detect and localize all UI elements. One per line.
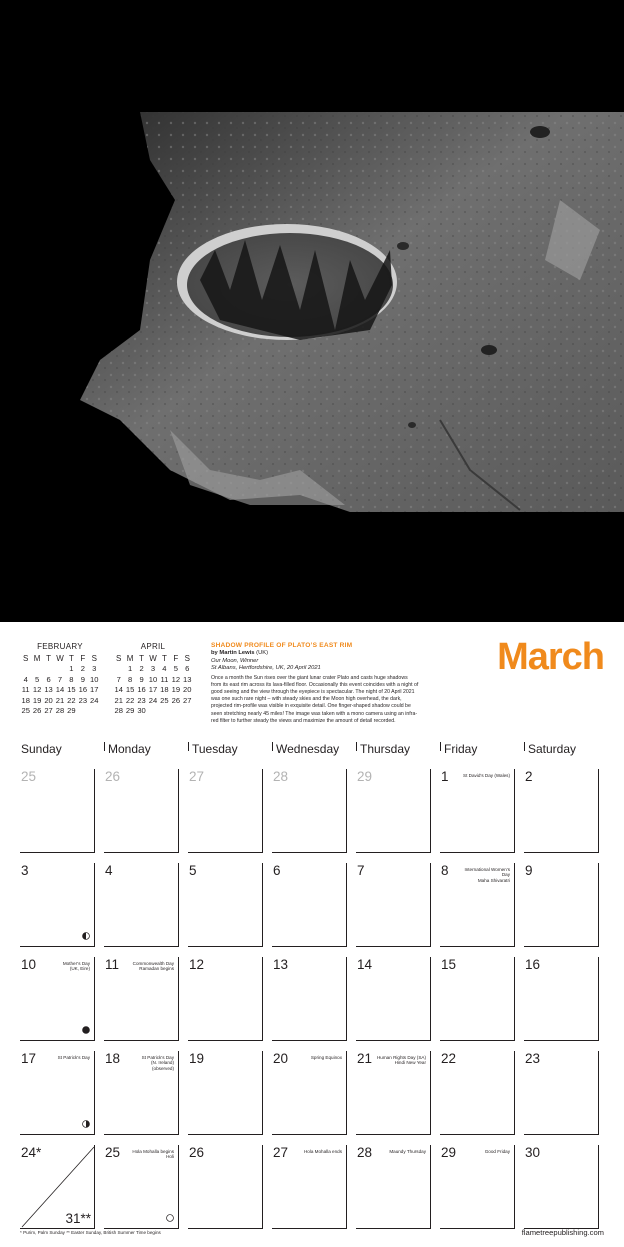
day-cell[interactable]: [104, 769, 179, 853]
new-moon-icon: [82, 1026, 90, 1034]
mini-day: 3: [150, 664, 156, 674]
day-number: 19: [189, 1051, 205, 1066]
mini-day: 8: [69, 674, 74, 684]
caption-place: St Albans, Hertfordshire, UK, 20 April 2021: [211, 665, 321, 672]
day-cell[interactable]: [188, 1051, 263, 1135]
mini-day: 28: [55, 706, 65, 716]
mini-day: 24: [90, 695, 99, 705]
mini-day: 17: [148, 685, 158, 695]
day-event-note: Commonwealth Day Ramadan begins: [132, 961, 174, 972]
weekday-letter: S: [23, 653, 29, 663]
day-cell[interactable]: [104, 863, 179, 947]
weekday-divider: [104, 742, 105, 751]
mini-day: 27: [44, 706, 53, 716]
mini-day: 20: [44, 695, 53, 705]
day-cell[interactable]: [272, 769, 347, 853]
mini-day: 6: [46, 674, 51, 684]
mini-day: 25: [21, 706, 30, 716]
footnote: * Purim, Palm Sunday ** Easter Sunday, British Summer Time begins: [20, 1230, 161, 1235]
mini-day: 17: [90, 685, 99, 695]
day-cell[interactable]: [524, 769, 599, 853]
caption-credit: [211, 650, 419, 657]
weekday-divider: [272, 742, 273, 751]
day-event-note: Mother’s Day (UK, Eire): [62, 961, 90, 972]
day-number: 23: [525, 1051, 541, 1066]
day-number: 3: [21, 863, 29, 878]
day-cell[interactable]: [524, 1145, 599, 1229]
mini-day: [31, 664, 42, 675]
mini-calendar-title: FEBRUARY: [37, 642, 83, 651]
day-cell[interactable]: [272, 957, 347, 1041]
mini-day: 22: [67, 695, 76, 705]
mini-day: 24: [148, 695, 158, 705]
mini-day: 3: [92, 664, 97, 674]
day-cell[interactable]: [20, 1145, 95, 1229]
caption-category: Our Moon, Winner: [211, 657, 259, 664]
day-event-note: Hola Mohalla begins Holi: [132, 1149, 174, 1160]
mini-day: 6: [185, 664, 190, 674]
mini-day: 12: [171, 674, 181, 684]
mini-calendar-february: [20, 642, 100, 716]
weekday-letter: M: [33, 653, 41, 663]
mini-calendar-title: APRIL: [140, 642, 166, 651]
mini-day: [54, 664, 65, 675]
weekday-letter: S: [116, 653, 122, 663]
mini-day: 26: [171, 695, 181, 705]
day-event-note: Good Friday: [484, 1149, 510, 1154]
day-cell[interactable]: [20, 863, 95, 947]
mini-day: [77, 706, 88, 717]
day-cell[interactable]: [524, 1051, 599, 1135]
day-cell[interactable]: [356, 769, 431, 853]
moon-surface-image: [0, 0, 624, 622]
weekday-letter: S: [91, 653, 97, 663]
day-number: 27: [189, 769, 205, 784]
caption-title: SHADOW PROFILE OF PLATO’S EAST RIM: [211, 642, 353, 649]
mini-day: 7: [57, 674, 63, 684]
mini-day: 29: [125, 706, 135, 716]
weekday-header: Thursday: [360, 742, 411, 756]
mini-day: 23: [78, 695, 88, 705]
day-number: 10: [21, 957, 37, 972]
day-number: 28: [273, 769, 289, 784]
mini-day: 9: [80, 674, 85, 684]
day-cell[interactable]: [20, 957, 95, 1041]
mini-day: 15: [125, 685, 135, 695]
photo-caption: [211, 642, 419, 725]
mini-day: 4: [162, 664, 167, 674]
day-number: 6: [273, 863, 281, 878]
mini-day: 12: [32, 685, 42, 695]
weekday-letter: M: [126, 653, 134, 663]
day-number: 7: [357, 863, 365, 878]
day-number: 26: [105, 769, 121, 784]
mini-day: 5: [173, 664, 178, 674]
mini-day: 19: [32, 695, 42, 705]
weekday-letter: T: [68, 653, 74, 663]
mini-day: [159, 706, 170, 717]
day-cell[interactable]: [188, 1145, 263, 1229]
mini-day: [182, 706, 193, 717]
weekday-divider: [188, 742, 189, 751]
day-number: 13: [273, 957, 289, 972]
day-cell[interactable]: [272, 1145, 347, 1229]
mini-calendar-table: [113, 653, 193, 716]
weekday-divider: [356, 742, 357, 751]
weekday-header: Friday: [444, 742, 478, 756]
day-number: 29: [357, 769, 373, 784]
day-event-note: St Patrick’s Day (N. Ireland) (observed): [141, 1055, 174, 1071]
mini-day: [89, 706, 100, 717]
day-number: 8: [441, 863, 449, 878]
day-number: 14: [357, 957, 373, 972]
caption-body: Once a month the Sun rises over the giant lunar crater Plato and casts huge shadows from its east rim across its lava-filled floor. Occasionally this event coincides with a night of good seeing and the view through the eyepiece is spectacular. The night of 20 April 2021 was one such rare night – with steady skies and the Moon high overhead, the dark, projected rim-profile was visible in exquisite detail. One finger-shaped shadow could be seen stretching nearly 45 miles! The image was taken with a mono camera using an infra-red filter to further steady the views and maximize the amount of detail recorded.: [211, 674, 419, 724]
mini-day: 20: [183, 685, 192, 695]
weekday-letter: T: [139, 653, 144, 663]
mini-day: 27: [183, 695, 192, 705]
mini-day: 18: [160, 685, 169, 695]
mini-calendar-april: [113, 642, 193, 716]
day-cell[interactable]: [356, 957, 431, 1041]
mini-day: 21: [55, 695, 65, 705]
mini-day: [43, 664, 54, 675]
mini-day: 22: [125, 695, 135, 705]
caption-by: by: [211, 650, 218, 657]
day-cell[interactable]: [440, 769, 515, 853]
mini-day: [170, 706, 181, 717]
day-cell[interactable]: [20, 1051, 95, 1135]
mini-day: [147, 706, 158, 717]
day-number: 11: [105, 957, 120, 972]
mini-day: 10: [90, 674, 99, 684]
day-cell[interactable]: [104, 957, 179, 1041]
mini-day: 30: [137, 706, 146, 716]
mini-calendar-table: [20, 653, 100, 716]
day-number: 25: [21, 769, 37, 784]
day-cell[interactable]: [104, 1145, 179, 1229]
moon-disc: [167, 1215, 174, 1222]
mini-day: 14: [55, 685, 65, 695]
day-number: 12: [189, 957, 205, 972]
weekday-letter: F: [80, 653, 86, 663]
mini-day: 26: [32, 706, 42, 716]
day-cell[interactable]: [20, 769, 95, 853]
first-quarter-moon-icon: [82, 932, 90, 940]
mini-day: 2: [139, 664, 144, 674]
weekday-letter: F: [173, 653, 179, 663]
mini-day: 16: [137, 685, 146, 695]
weekday-letter: W: [149, 653, 157, 663]
weekday-header: Sunday: [21, 742, 62, 756]
day-event-note: Maundy Thursday: [389, 1149, 426, 1154]
day-event-note: St David’s Day (Wales): [463, 773, 510, 778]
mini-day: 2: [80, 664, 85, 674]
day-number: 16: [525, 957, 541, 972]
full-moon-icon: [166, 1214, 174, 1222]
day-number: 2: [525, 769, 533, 784]
day-cell[interactable]: [356, 863, 431, 947]
mini-day: 7: [116, 674, 121, 684]
day-cell[interactable]: [524, 957, 599, 1041]
weekday-divider: [440, 742, 441, 751]
day-event-note: Human Rights Day (SA) Hindi New Year: [376, 1055, 426, 1066]
day-number: 1: [441, 769, 449, 784]
month-title: March: [497, 636, 604, 678]
day-event-note: St Patrick’s Day: [57, 1055, 90, 1060]
day-cell[interactable]: [188, 957, 263, 1041]
day-number: 9: [525, 863, 533, 878]
mini-day: 28: [114, 706, 123, 716]
day-cell[interactable]: [272, 863, 347, 947]
weekday-letter: W: [56, 653, 64, 663]
day-number: 26: [189, 1145, 205, 1160]
mini-day: 1: [128, 664, 133, 674]
mini-day: 11: [160, 674, 169, 684]
day-number: 4: [105, 863, 113, 878]
caption-author-country: (UK): [256, 650, 269, 657]
day-number: 5: [189, 863, 197, 878]
lunar-photo: [0, 0, 624, 622]
weekday-header: Saturday: [528, 742, 577, 756]
mini-day: 23: [137, 695, 146, 705]
moon-disc: [83, 1027, 90, 1034]
mini-day: 8: [128, 674, 133, 684]
day-event-note: Hola Mohalla ends: [303, 1149, 342, 1154]
mini-day: [20, 664, 31, 675]
mini-day: [113, 664, 124, 675]
day-cell[interactable]: [440, 957, 515, 1041]
mini-day: 11: [21, 685, 30, 695]
mini-day: 18: [21, 695, 30, 705]
day-number: 15: [441, 957, 457, 972]
day-cell[interactable]: [524, 863, 599, 947]
day-number: 29: [441, 1145, 457, 1160]
day-cell[interactable]: [272, 1051, 347, 1135]
mini-day: 19: [171, 685, 181, 695]
weekday-divider: [524, 742, 525, 751]
day-number: 30: [525, 1145, 541, 1160]
split-day-number: 31**: [65, 1211, 91, 1226]
day-event-note: International Women’s Day Maha Shivaratri: [464, 867, 510, 883]
weekday-letter: T: [46, 653, 51, 663]
website-credit: flametreepublishing.com: [521, 1228, 604, 1237]
day-cell[interactable]: [188, 863, 263, 947]
day-cell[interactable]: [440, 1051, 515, 1135]
day-cell[interactable]: [104, 1051, 179, 1135]
caption-author: Martin Lewis: [219, 650, 255, 657]
day-number: 17: [21, 1051, 37, 1066]
day-cell[interactable]: [356, 1145, 431, 1229]
day-number: 22: [441, 1051, 457, 1066]
day-cell[interactable]: [356, 1051, 431, 1135]
day-number: 28: [357, 1145, 373, 1160]
weekday-letter: S: [184, 653, 190, 663]
mini-day: 9: [139, 674, 144, 684]
mini-day: 15: [67, 685, 76, 695]
weekday-letter: T: [161, 653, 167, 663]
mini-day: 16: [78, 685, 88, 695]
day-cell[interactable]: [188, 769, 263, 853]
mini-day: 29: [67, 706, 76, 716]
mini-day: 5: [35, 674, 40, 684]
mini-day: 10: [148, 674, 158, 684]
weekday-header: Monday: [108, 742, 151, 756]
day-number: 21: [357, 1051, 373, 1066]
day-number: 27: [273, 1145, 289, 1160]
weekday-header: Wednesday: [276, 742, 340, 756]
last-quarter-moon-icon: [82, 1120, 90, 1128]
mini-day: 4: [23, 674, 28, 684]
mini-day: 25: [160, 695, 169, 705]
day-number: 24*: [21, 1145, 42, 1160]
mini-day: 14: [114, 685, 123, 695]
mini-day: 21: [114, 695, 123, 705]
weekday-header: Tuesday: [192, 742, 238, 756]
day-cell[interactable]: [440, 863, 515, 947]
mini-day: 13: [44, 685, 53, 695]
day-cell[interactable]: [440, 1145, 515, 1229]
day-number: 25: [105, 1145, 121, 1160]
mini-day: 1: [69, 664, 74, 674]
day-event-note: Spring Equinox: [310, 1055, 342, 1060]
day-number: 20: [273, 1051, 289, 1066]
day-number: 18: [105, 1051, 121, 1066]
mini-day: 13: [183, 674, 192, 684]
